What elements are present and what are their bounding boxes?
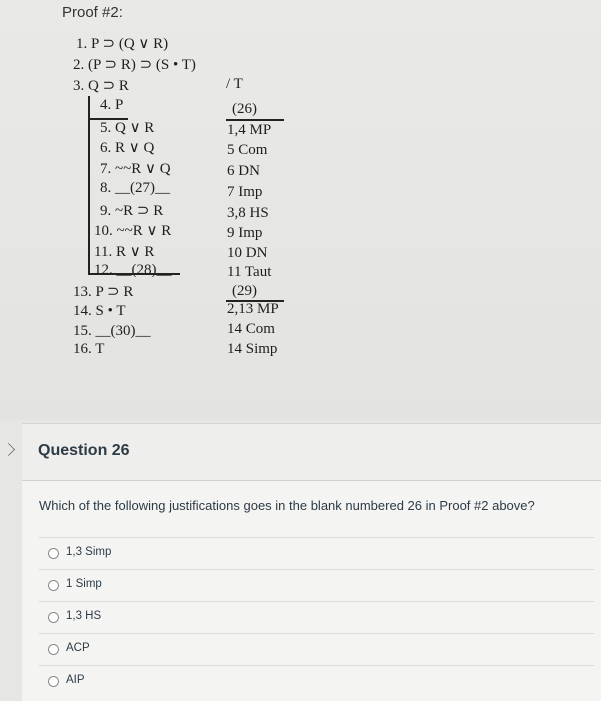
answer-option-1[interactable] [39, 537, 594, 569]
proof-line-1: 1. P ⊃ (Q ∨ R) [76, 36, 169, 52]
radio-button-icon[interactable] [48, 676, 59, 687]
proof-line-14: 14. S • T [73, 303, 126, 319]
proof-line-5: 5. Q ∨ R [100, 120, 155, 136]
blank-26: (26) [232, 101, 257, 117]
proof-line-6: 6. R ∨ Q [100, 140, 155, 156]
blank-29: (29) [232, 283, 257, 299]
blank-26-underline [226, 119, 284, 121]
answer-option-2[interactable] [39, 569, 594, 601]
proof-line-11: 11. R ∨ R [94, 244, 155, 260]
proof-line-10: 10. ~~R ∨ R [94, 223, 172, 239]
justification-7: 6 DN [227, 163, 260, 179]
proof-line-12: 12. __(28)__ [94, 262, 172, 278]
proof-line-15: 15. __(30)__ [73, 323, 151, 339]
answer-label: ACP [66, 642, 90, 654]
proof-line-4: 4. P [100, 97, 124, 113]
answer-label: 1 Simp [66, 578, 102, 590]
justification-6: 5 Com [227, 142, 268, 158]
proof-line-16: 16. T [73, 341, 105, 357]
radio-button-icon[interactable] [48, 644, 59, 655]
radio-button-icon[interactable] [48, 580, 59, 591]
justification-5: 1,4 MP [227, 122, 272, 138]
justification-11: 10 DN [227, 245, 268, 261]
question-title: Question 26 [38, 442, 130, 459]
proof-title: Proof #2: [62, 4, 123, 21]
answer-label: 1,3 Simp [66, 546, 112, 558]
subproof-bracket-outer [88, 96, 90, 274]
justification-8: 7 Imp [227, 184, 263, 200]
proof-line-9: 9. ~R ⊃ R [100, 203, 164, 219]
justification-15: 14 Com [227, 321, 275, 337]
proof-line-3: 3. Q ⊃ R [73, 78, 129, 94]
answer-label: AIP [66, 674, 85, 686]
radio-button-icon[interactable] [48, 548, 59, 559]
answer-option-5[interactable] [39, 665, 594, 697]
justification-14: 2,13 MP [227, 301, 279, 317]
proof-line-2: 2. (P ⊃ R) ⊃ (S • T) [73, 57, 196, 73]
proof-line-8: 8. __(27)__ [100, 180, 170, 196]
chevron-right-icon[interactable] [2, 443, 15, 456]
proof-line-13: 13. P ⊃ R [73, 284, 134, 300]
radio-button-icon[interactable] [48, 612, 59, 623]
conclusion-marker: / T [226, 76, 243, 92]
question-header [22, 424, 601, 481]
justification-16: 14 Simp [227, 341, 278, 357]
justification-9: 3,8 HS [227, 205, 269, 221]
question-text: Which of the following justifications goes in the blank numbered 26 in Proof #2 above? [39, 498, 535, 513]
proof-line-7: 7. ~~R ∨ Q [100, 161, 171, 177]
answer-label: 1,3 HS [66, 610, 102, 622]
justification-12: 11 Taut [227, 264, 272, 280]
question-panel [22, 423, 601, 701]
answer-option-3[interactable] [39, 601, 594, 633]
answer-option-4[interactable] [39, 633, 594, 665]
justification-10: 9 Imp [227, 225, 263, 241]
